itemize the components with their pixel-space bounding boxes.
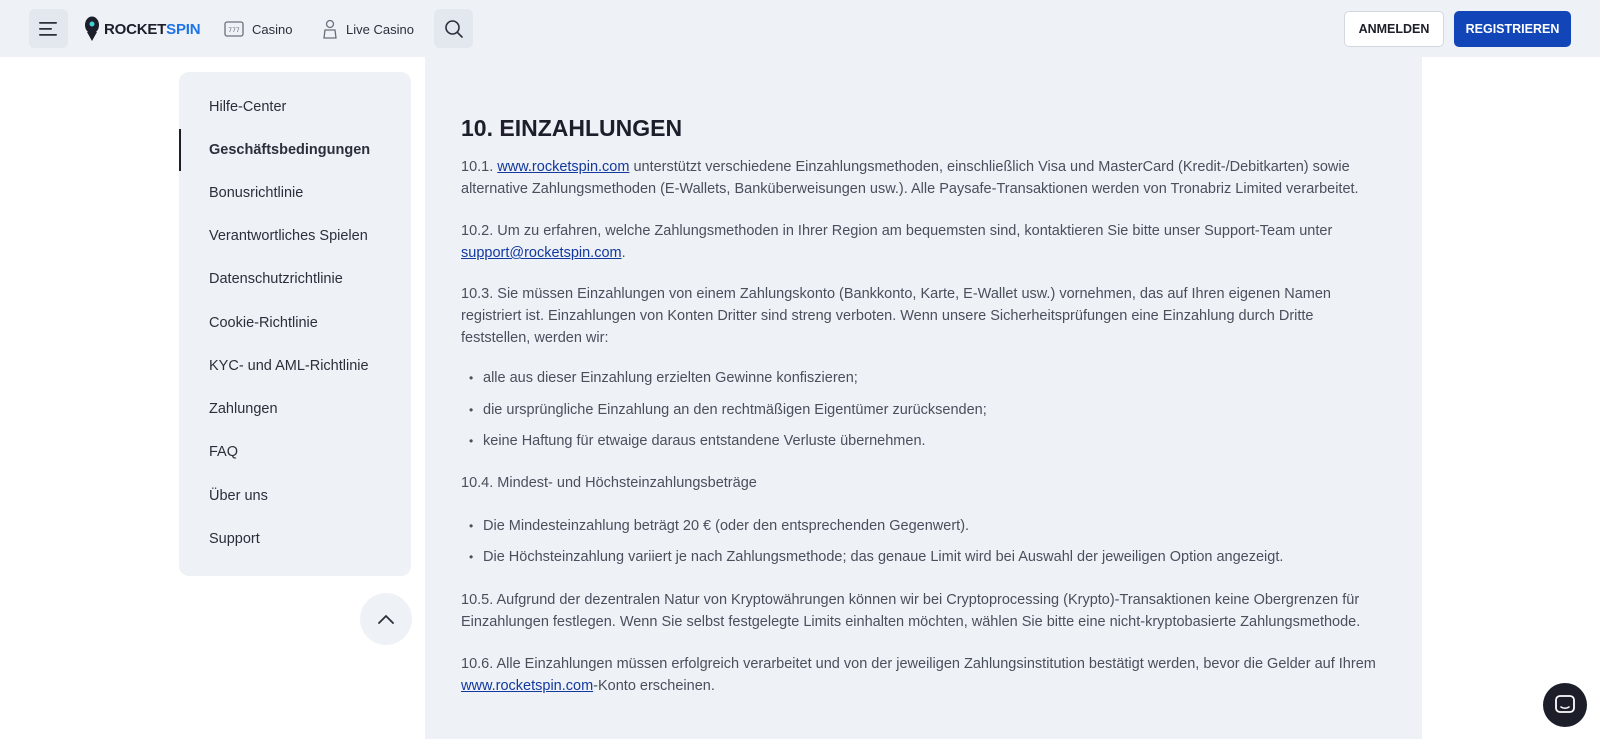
- live-chat-button[interactable]: [1543, 683, 1587, 727]
- paragraph-10-6-text: 10.6. Alle Einzahlungen müssen erfolgreich verarbeitet und von der jeweiligen Zahlungsinstitution bestätigt werden, bevor die Gelder auf Ihrem: [461, 656, 1376, 672]
- logo-text: [104, 21, 200, 38]
- login-button[interactable]: ANMELDEN: [1344, 11, 1444, 47]
- rocket-icon: [84, 16, 100, 42]
- list-item: • Die Mindesteinzahlung beträgt 20 € (oder den entsprechenden Gegenwert).: [469, 515, 1369, 537]
- paragraph-10-1-prefix: 10.1.: [461, 159, 498, 175]
- paragraph-10-1: [461, 156, 1381, 200]
- nav-casino[interactable]: [224, 16, 292, 42]
- rocketspin-link[interactable]: www.rocketspin.com: [461, 678, 594, 694]
- sidebar-item-verantwortliches-spielen[interactable]: Verantwortliches Spielen: [209, 228, 368, 244]
- paragraph-10-5: 10.5. Aufgrund der dezentralen Natur von Kryptowährungen können wir bei Cryptoprocessing (Krypto)-Transaktionen keine Obergrenzen für Einzahlungen festlegen. Wenn Sie selbst festgelegte Limits einhalten möchten, wählen Sie bitte eine nicht-kryptobasierte Zahlungsmethode.: [461, 592, 1361, 630]
- list-item: • alle aus dieser Einzahlung erzielten Gewinne konfiszieren;: [469, 367, 1369, 389]
- paragraph-10-6-suffix: -Konto erscheinen.: [593, 678, 715, 694]
- search-icon: [444, 19, 464, 39]
- dealer-icon: [322, 19, 338, 39]
- paragraph-10-2-suffix: .: [621, 245, 626, 261]
- svg-text:777: 777: [228, 27, 240, 34]
- sidebar-item-hilfe-center[interactable]: Hilfe-Center: [209, 99, 287, 115]
- nav-live-casino[interactable]: [322, 16, 414, 42]
- register-button[interactable]: REGISTRIEREN: [1454, 11, 1571, 47]
- nav-live-casino-label: Live Casino: [346, 21, 414, 37]
- paragraph-10-3: 10.3. Sie müssen Einzahlungen von einem Zahlungskonto (Bankkonto, Karte, E-Wallet usw.) vornehmen, das auf Ihren eigenen Namen registriert ist. Einzahlungen von Konten Dritter sind streng verboten. Wenn unsere Sicherheitsprüfungen eine Einzahlung durch Dritte feststellen, werden wir:: [461, 286, 1331, 346]
- sidebar-item-kyc-aml[interactable]: KYC- und AML-Richtlinie: [209, 358, 369, 374]
- top-header: [0, 0, 1600, 57]
- logo-spin: SPIN: [166, 20, 201, 38]
- chevron-up-icon: [377, 613, 395, 625]
- hamburger-icon: [39, 22, 59, 36]
- rocketspin-link[interactable]: www.rocketspin.com: [497, 159, 630, 175]
- chat-icon: [1554, 694, 1576, 716]
- paragraph-10-4: 10.4. Mindest- und Höchsteinzahlungsbeträge: [461, 475, 757, 491]
- paragraph-10-2: [461, 220, 1381, 264]
- paragraph-10-1-text: unterstützt verschiedene Einzahlungsmethoden, einschließlich Visa und MasterCard (Kredit-/Debitkarten) sowie alternative Zahlungsmethoden (E-Wallets, Banküberweisungen usw.). Alle Paysafe-Transaktionen werden von Tronabriz Limited verarbeitet.: [461, 159, 1359, 197]
- logo-rocket: ROCKET: [104, 20, 167, 38]
- sidebar-item-ueber-uns[interactable]: Über uns: [209, 488, 268, 504]
- sidebar-item-cookie-richtlinie[interactable]: Cookie-Richtlinie: [209, 315, 318, 331]
- sidebar-item-support[interactable]: Support: [209, 531, 260, 547]
- terms-content: [425, 57, 1422, 739]
- search-button[interactable]: [434, 9, 473, 48]
- section-title: 10. EINZAHLUNGEN: [461, 115, 683, 141]
- list-item: • keine Haftung für etwaige daraus entstandene Verluste übernehmen.: [469, 430, 1369, 452]
- sidebar-item-zahlungen[interactable]: Zahlungen: [209, 401, 278, 417]
- scroll-to-top-button[interactable]: [360, 593, 412, 645]
- list-item: • Die Höchsteinzahlung variiert je nach Zahlungsmethode; das genaue Limit wird bei Auswahl der jeweiligen Option angezeigt.: [469, 546, 1369, 568]
- menu-button[interactable]: [29, 9, 68, 48]
- sidebar-item-bonusrichtlinie[interactable]: Bonusrichtlinie: [209, 185, 304, 201]
- sidebar-item-faq[interactable]: FAQ: [209, 444, 239, 460]
- list-item: • die ursprüngliche Einzahlung an den rechtmäßigen Eigentümer zurücksenden;: [469, 399, 1369, 421]
- sidebar-item-datenschutzrichtlinie[interactable]: Datenschutzrichtlinie: [209, 271, 343, 287]
- slot-machine-icon: [224, 20, 244, 38]
- nav-casino-label: Casino: [252, 21, 293, 37]
- help-sidebar: [179, 72, 411, 576]
- paragraph-10-2-text: 10.2. Um zu erfahren, welche Zahlungsmethoden in Ihrer Region am bequemsten sind, kontaktieren Sie bitte unser Support-Team unter: [461, 223, 1333, 239]
- sidebar-item-geschaeftsbedingungen[interactable]: Geschäftsbedingungen: [179, 129, 411, 171]
- rocketspin-logo[interactable]: [84, 16, 200, 42]
- support-email-link[interactable]: support@rocketspin.com: [461, 245, 622, 261]
- paragraph-10-6: [461, 653, 1381, 697]
